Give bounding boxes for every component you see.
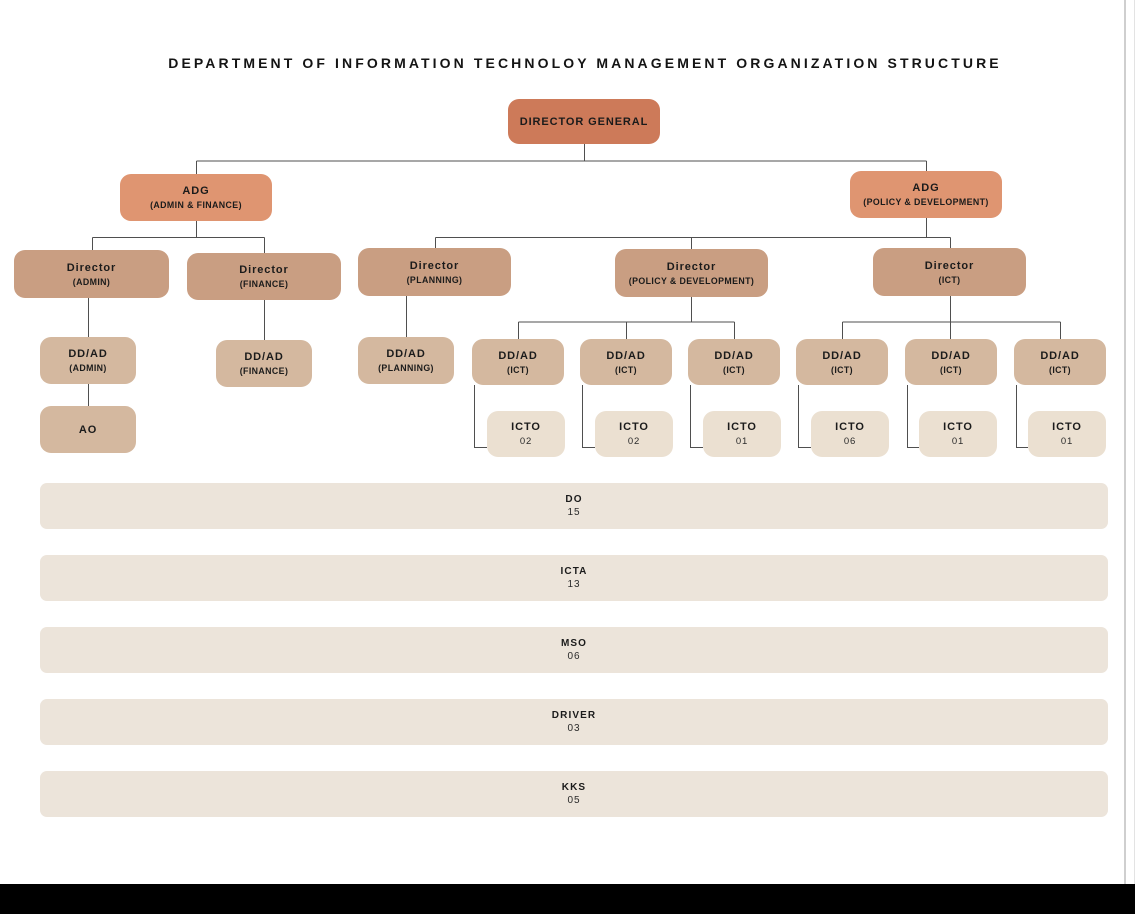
org-node-label: Director [924,259,975,272]
summary-bar-icta [40,555,1108,601]
org-node-ddad-ict-5 [905,339,997,385]
org-node-icto-6 [1028,411,1106,457]
org-node-icto-1 [487,411,565,457]
org-node-icto-2 [595,411,673,457]
org-node-director-ict [873,248,1026,296]
org-node-label: ADG [912,182,940,194]
org-node-label: DD/AD [1040,349,1080,362]
org-node-sublabel: (ICT) [1048,364,1072,375]
org-node-count: 02 [627,436,641,447]
org-node-label: DD/AD [822,349,862,362]
org-node-director-general [508,99,660,144]
org-node-icto-3 [703,411,781,457]
scrollbar-track[interactable] [1124,0,1126,884]
org-node-director-finance [187,253,341,300]
summary-bar-driver [40,699,1108,745]
org-node-sublabel: (POLICY & DEVELOPMENT) [628,275,755,286]
org-node-ddad-finance [216,340,312,387]
org-node-director-policy-development [615,249,768,297]
org-node-label: DD/AD [386,348,426,360]
org-node-label: DD/AD [68,348,108,360]
org-node-label: DD/AD [714,349,754,362]
org-node-sublabel: (FINANCE) [239,279,289,289]
summary-bar-do [40,483,1108,529]
org-node-ddad-ict-6 [1014,339,1106,385]
org-node-label: Director [66,261,117,274]
summary-bar-label: KKS [561,782,587,793]
org-node-count: 01 [951,436,965,447]
taskbar [0,884,1135,914]
connector-dir-policy-dev-split [519,297,735,339]
org-node-label: Director [239,264,289,276]
org-node-ddad-planning [358,337,454,384]
org-node-label: Director [409,259,460,272]
org-node-sublabel: (ADMIN) [69,363,107,373]
org-node-count: 06 [843,436,857,447]
org-node-sublabel: (ICT) [506,364,530,375]
summary-bar-label: ICTA [560,566,588,577]
summary-bar-kks [40,771,1108,817]
org-node-sublabel: (ICT) [830,364,854,375]
summary-bar-count: 06 [567,651,581,662]
org-node-ddad-ict-4 [796,339,888,385]
org-node-label: ICTO [619,421,649,433]
org-node-count: 01 [1060,436,1074,447]
org-node-label: ICTO [943,421,973,433]
connector-dir-ict-split [843,296,1061,339]
org-node-ddad-ict-2 [580,339,672,385]
org-node-sublabel: (POLICY & DEVELOPMENT) [863,197,989,207]
org-node-sublabel: (PLANNING) [378,363,434,373]
org-node-ddad-ict-1 [472,339,564,385]
summary-bar-count: 13 [567,579,581,590]
org-node-label: ADG [182,185,210,197]
summary-bar-count: 05 [567,795,581,806]
org-node-sublabel: (ADMIN) [72,276,111,287]
summary-bar-count: 15 [567,507,581,518]
connector-adg1-to-directors [93,221,265,253]
org-node-sublabel: (ADMIN & FINANCE) [150,200,242,210]
org-node-ao [40,406,136,453]
org-node-label: DD/AD [931,349,971,362]
org-node-adg-admin-finance [120,174,272,221]
summary-bar-mso [40,627,1108,673]
org-node-icto-5 [919,411,997,457]
summary-bar-label: DRIVER [551,710,597,721]
connector-adg2-to-directors [436,218,951,249]
summary-bar-label: DO [565,494,583,505]
summary-bar-count: 03 [567,723,581,734]
org-node-sublabel: (FINANCE) [239,366,289,376]
connector-dg-to-adgs [197,144,927,174]
org-node-director-planning [358,248,511,296]
org-node-sublabel: (ICT) [938,274,961,285]
org-node-adg-policy-development [850,171,1002,218]
org-node-sublabel: (ICT) [939,364,963,375]
org-node-ddad-admin [40,337,136,384]
org-node-count: 01 [735,436,749,447]
org-node-icto-4 [811,411,889,457]
org-node-label: ICTO [511,421,541,433]
summary-bar-label: MSO [560,638,588,649]
org-node-label: ICTO [1052,421,1082,433]
org-node-label: DIRECTOR GENERAL [519,115,649,128]
org-node-label: ICTO [835,421,865,433]
org-node-label: DD/AD [498,349,538,362]
org-node-sublabel: (ICT) [614,364,638,375]
org-node-label: ICTO [727,421,757,433]
org-node-ddad-ict-3 [688,339,780,385]
org-node-sublabel: (PLANNING) [406,274,463,285]
org-node-count: 02 [519,436,533,447]
page-title: DEPARTMENT OF INFORMATION TECHNOLOY MANAGEMENT ORGANIZATION STRUCTURE [168,55,1002,71]
org-node-label: Director [666,260,717,273]
org-node-label: AO [78,423,98,436]
org-node-director-admin [14,250,169,298]
org-node-label: DD/AD [244,351,284,363]
org-node-label: DD/AD [606,349,646,362]
org-node-sublabel: (ICT) [722,364,746,375]
